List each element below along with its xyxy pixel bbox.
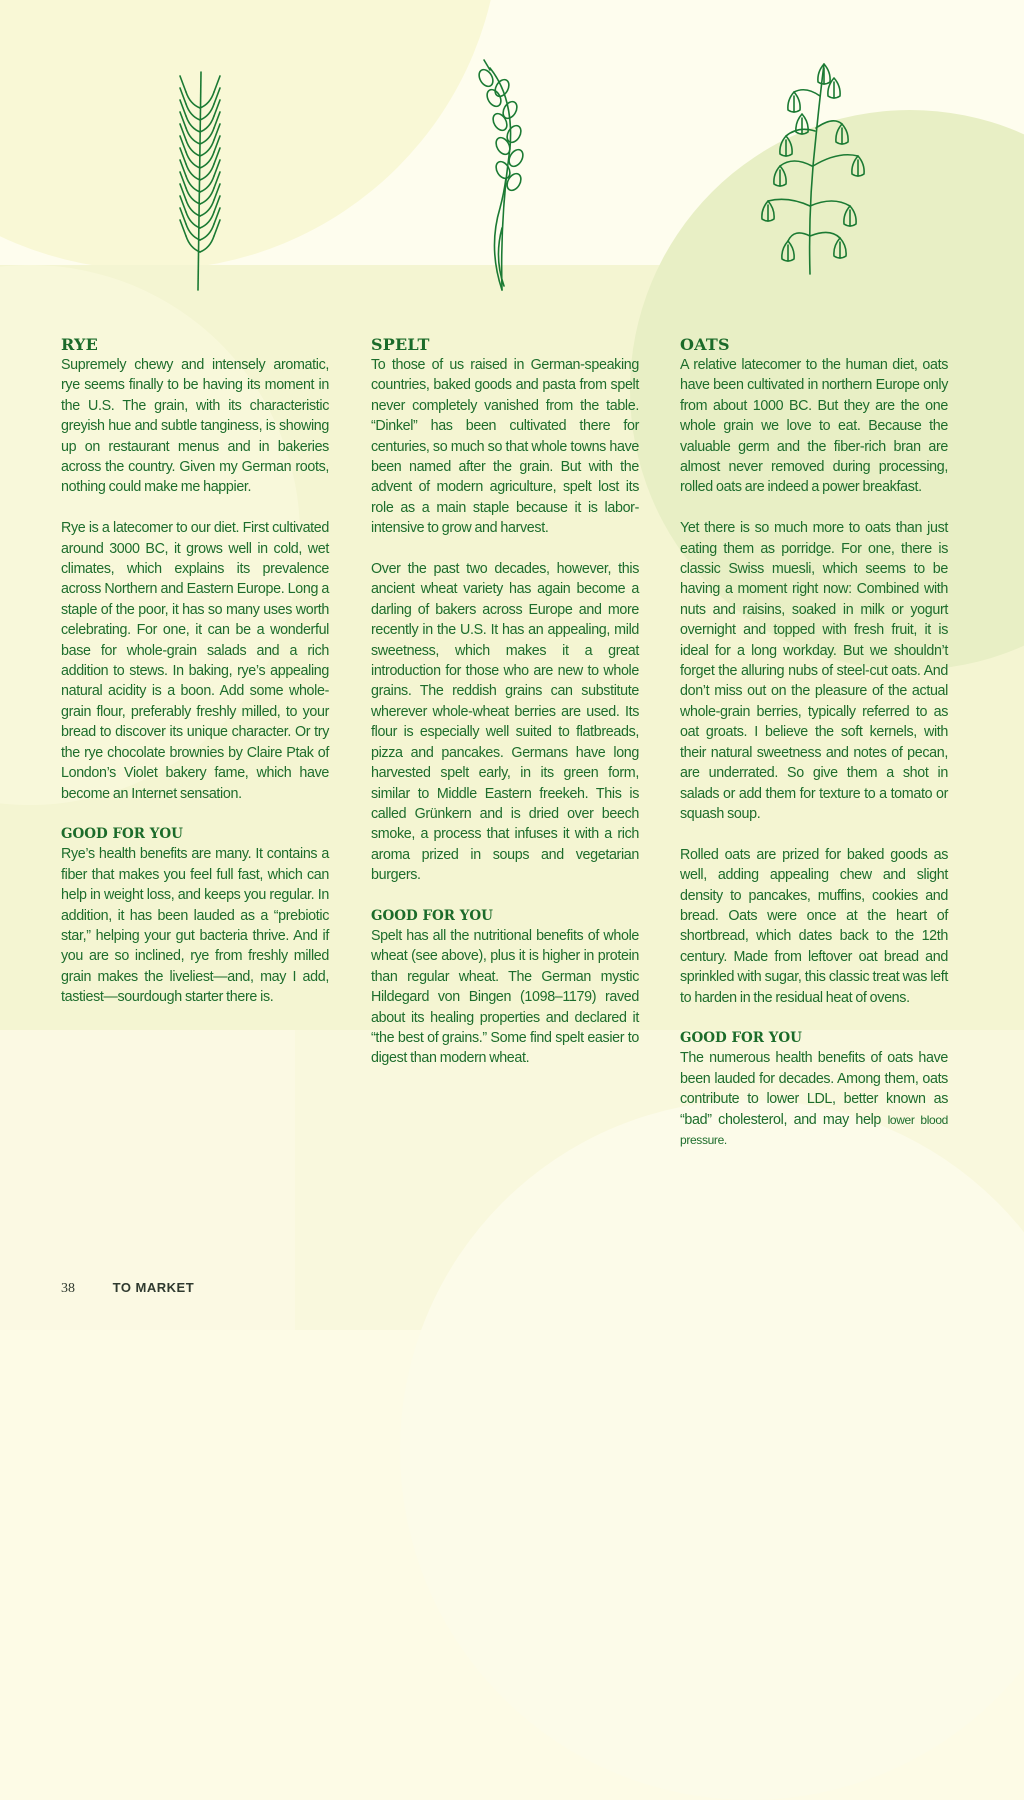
rye-title: RYE (61, 335, 99, 354)
oats-paragraph-4-small: lower blood pressure. (680, 1112, 949, 1147)
oats-paragraph-3: Rolled oats are prized for baked goods as well, adding appealing chew and slight density to pancakes, muffins, cookies and bread. Oats were once at the heart of shortbread, which dates back to the 12th century. Made from leftover oat bread and sprinkled with sugar, this classic treat was left to harden in the residual heat of ovens. (680, 846, 948, 1006)
oat-stalk-icon (738, 56, 872, 276)
spelt-title: SPELT (371, 335, 430, 354)
oats-paragraph-4 (680, 1048, 948, 1150)
spelt-good-for-you-heading: GOOD FOR YOU (371, 907, 493, 924)
page-footer (61, 1280, 194, 1297)
spelt-paragraph-3: Spelt has all the nutritional benefits of whole wheat (see above), plus it is higher in protein than regular wheat. The German mystic Hildegard von Bingen (1098–1179) raved about its healing properties and declared it “the best of grains.” Some find spelt easier to digest than modern wheat. (371, 927, 639, 1067)
rye-paragraph-2: Rye is a latecomer to our diet. First cultivated around 3000 BC, it grows well in cold, wet climates, which explains its prevalence across Northern and Eastern Europe. Long a staple of the poor, it has so many uses worth celebrating. For one, it can be a wonderful base for whole-grain salads and a rich addition to stews. In baking, rye’s appealing natural acidity is a boon. Add some whole-grain flour, preferably freshly milled, to your bread to discover its unique character. Or try the rye chocolate brownies by Claire Ptak of London’s Violet bakery fame, which have become an Internet sensation. (61, 520, 329, 802)
spelt-column (371, 335, 639, 1069)
oats-title: OATS (680, 335, 730, 354)
spelt-paragraph-1: To those of us raised in German-speaking countries, baked goods and pasta from spelt never completely vanished from the table. “Dinkel” has been cultivated there for centuries, so much so that whole towns have been named after the grain. But with the advent of modern agriculture, spelt lost its role as a main staple because it is labor-intensive to grow and harvest. (371, 357, 639, 537)
rye-stalk-icon (168, 60, 232, 292)
spelt-paragraph-2: Over the past two decades, however, this ancient wheat variety has again become a darling of bakers across Europe and more recently in the U.S. It has an appealing, mild sweetness, which makes it a great introduction for those who are new to whole grains. The reddish grains can substitute wherever whole-wheat berries are used. Its flour is especially well suited to flatbreads, pizza and pancakes. Germans have long harvested spelt early, in its green form, similar to Middle Eastern freekeh. This is called Grünkern and is dried over beech smoke, a process that infuses it with a rich aroma prized in soups and vegetarian burgers. (371, 561, 639, 884)
oats-good-for-you-heading: GOOD FOR YOU (680, 1030, 802, 1047)
oats-paragraph-1: A relative latecomer to the human diet, oats have been cultivated in northern Europe only from about 1000 BC. But they are the one whole grain we love to eat. Because the valuable germ and the fiber-rich bran are almost never removed during processing, rolled oats are indeed a power breakfast. (680, 357, 948, 496)
rye-column (61, 335, 329, 1008)
oats-column (680, 335, 948, 1150)
oats-paragraph-2: Yet there is so much more to oats than just eating them as porridge. For one, there is classic Swiss muesli, which seems to be having a moment right now: Combined with nuts and raisins, soaked in milk or yogurt overnight and topped with fresh fruit, it is ideal for a long workday. But we shouldn’t forget the alluring nubs of steel-cut oats. And don’t miss out on the pleasure of the actual whole-grain berries, typically referred to as oat groats. I believe the soft kernels, with their natural sweetness and notes of pecan, are underrated. So give them a shot in salads or add them for texture to a tomato or squash soup. (680, 520, 948, 822)
section-name: TO MARKET (112, 1280, 195, 1295)
rye-paragraph-1: Supremely chewy and intensely aromatic, rye seems finally to be having its moment in the U.S. The grain, with its characteristic greyish hue and subtle tanginess, is showing up on restaurant menus and in bakeries across the country. Given my German roots, nothing could make me happier. (61, 357, 329, 496)
rye-good-for-you-heading: GOOD FOR YOU (61, 826, 183, 843)
rye-paragraph-3: Rye’s health benefits are many. It contains a fiber that makes you feel full fast, which can help in weight loss, and keeps you regular. In addition, it has been lauded as a “prebiotic star,” helping your gut bacteria thrive. And if you are so inclined, rye from freshly milled grain makes the liveliest—and, may I add, tastiest—sourdough starter there is. (61, 846, 329, 1006)
spelt-stalk-icon (474, 58, 540, 292)
oats-paragraph-4-main: The numerous health benefits of oats have been lauded for decades. Among them, oats contribute to lower LDL, better known as “bad” cholesterol, and may help (680, 1050, 948, 1128)
page-number: 38 (61, 1281, 75, 1296)
